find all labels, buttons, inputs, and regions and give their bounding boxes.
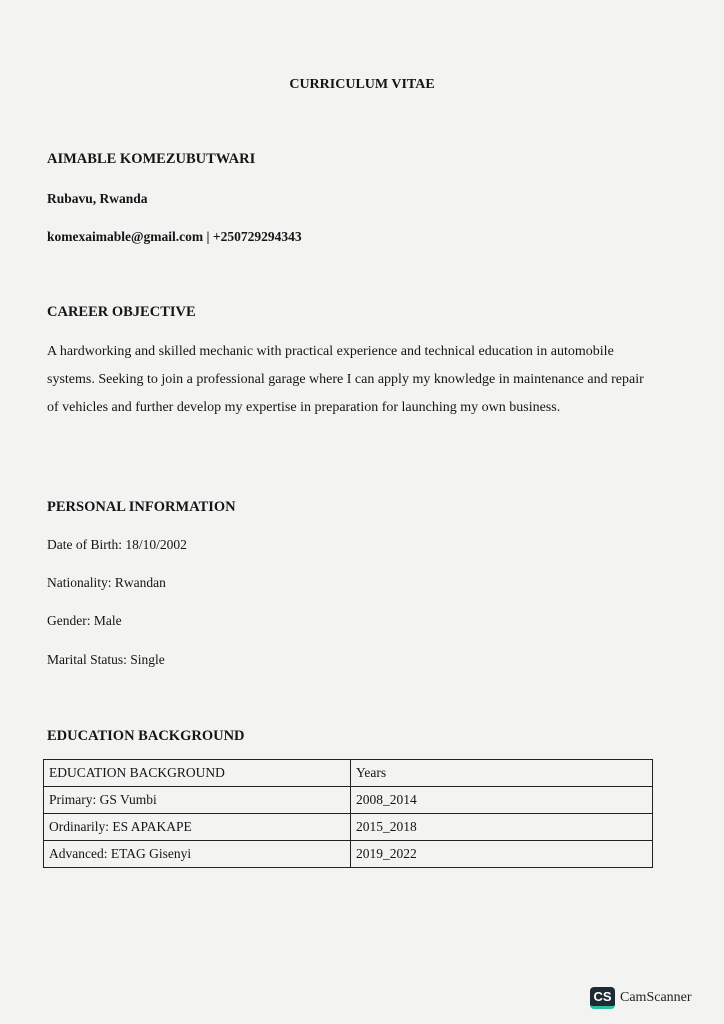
column-header: EDUCATION BACKGROUND [44,760,351,787]
years-cell: 2019_2022 [351,841,653,868]
camscanner-label: CamScanner [620,990,692,1005]
table-row [44,841,653,868]
camscanner-logo-icon: CS [590,987,615,1009]
applicant-name: AIMABLE KOMEZUBUTWARI [47,151,256,167]
location: Rubavu, Rwanda [47,191,148,206]
years-cell: 2015_2018 [351,814,653,841]
institution-cell: Primary: GS Vumbi [44,787,351,814]
education-heading: EDUCATION BACKGROUND [47,728,245,744]
table-row [44,814,653,841]
column-header: Years [351,760,653,787]
gender: Gender: Male [47,613,122,628]
table-header-row [44,760,653,787]
table-row [44,787,653,814]
personal-information-heading: PERSONAL INFORMATION [47,499,236,515]
years-cell: 2008_2014 [351,787,653,814]
nationality: Nationality: Rwandan [47,575,166,590]
education-table [43,759,653,868]
date-of-birth: Date of Birth: 18/10/2002 [47,537,187,552]
career-objective-text: A hardworking and skilled mechanic with practical experience and technical education in automobile systems. Seeking to join a professional garage where I can apply my knowledge in maintenance and repair of vehicles and further develop my expertise in preparation for launching my own business. [47,344,644,416]
career-objective-heading: CAREER OBJECTIVE [47,304,196,320]
institution-cell: Advanced: ETAG Gisenyi [44,841,351,868]
contact-info: komexaimable@gmail.com | +250729294343 [47,229,302,244]
document-title: CURRICULUM VITAE [289,77,435,92]
camscanner-watermark [590,987,692,1009]
marital-status: Marital Status: Single [47,652,165,667]
institution-cell: Ordinarily: ES APAKAPE [44,814,351,841]
